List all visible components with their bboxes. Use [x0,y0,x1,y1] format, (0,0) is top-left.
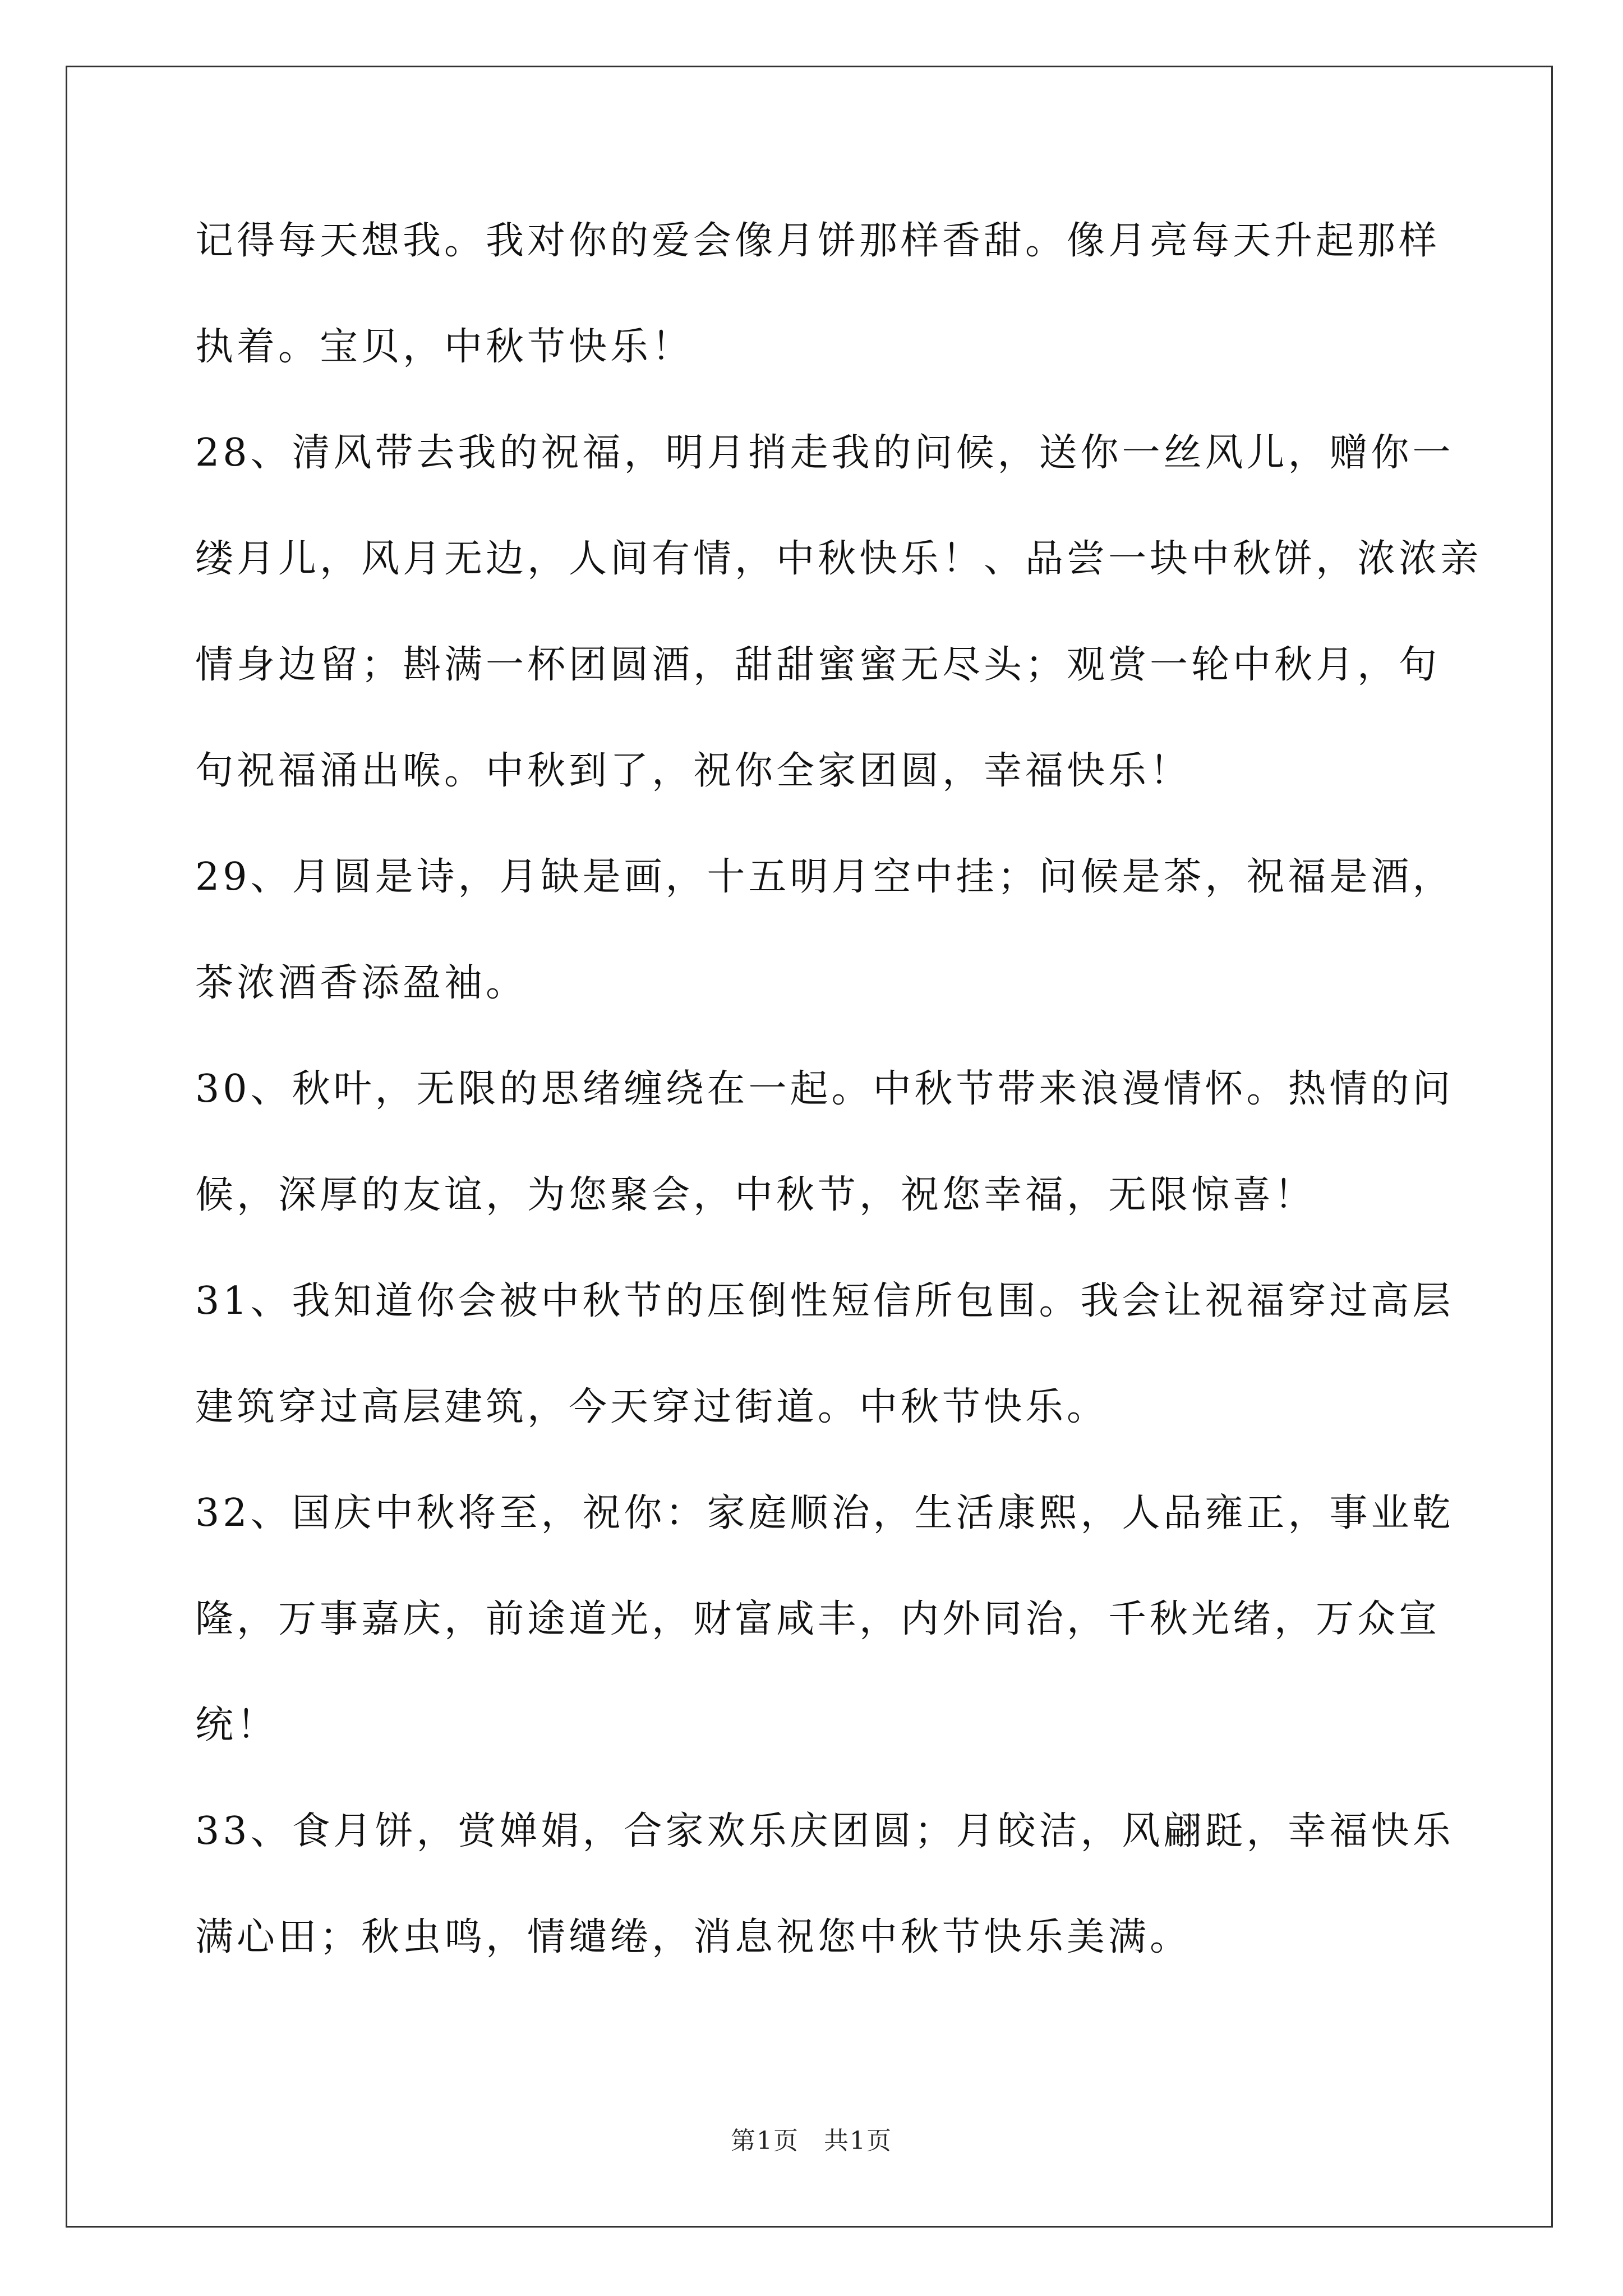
text-line: 执着。宝贝，中秋节快乐！ [195,325,694,369]
text-line: 隆，万事嘉庆，前途道光，财富咸丰，内外同治，千秋光绪，万众宣 [195,1597,1441,1641]
text-line: 31、我知道你会被中秋节的压倒性短信所包围。我会让祝福穿过高层 [195,1279,1454,1323]
text-line: 建筑穿过高层建筑，今天穿过街道。中秋节快乐。 [195,1385,1109,1429]
text-line: 33、食月饼，赏婵娟，合家欢乐庆团圆；月皎洁，风翩跹，幸福快乐 [195,1809,1454,1853]
text-line: 30、秋叶，无限的思绪缠绕在一起。中秋节带来浪漫情怀。热情的问 [195,1067,1454,1111]
page-footer [0,2120,1623,2156]
text-line: 句祝福涌出喉。中秋到了，祝你全家团圆，幸福快乐！ [195,749,1192,793]
text-line: 候，深厚的友谊，为您聚会，中秋节，祝您幸福，无限惊喜！ [195,1173,1316,1217]
page-total: 共1页 [824,2127,892,2155]
page-number: 第1页 [731,2127,799,2155]
text-line: 缕月儿，风月无边，人间有情，中秋快乐！、品尝一块中秋饼，浓浓亲 [195,537,1482,581]
text-line: 茶浓酒香添盈袖。 [195,961,528,1005]
text-line: 28、清风带去我的祝福，明月捎走我的问候，送你一丝风儿，赠你一 [195,431,1454,475]
text-line: 情身边留；斟满一杯团圆酒，甜甜蜜蜜无尽头；观赏一轮中秋月，句 [195,643,1441,687]
document-body [195,219,1482,2021]
text-line: 29、月圆是诗，月缺是画，十五明月空中挂；问候是茶，祝福是酒， [195,855,1454,899]
text-line: 32、国庆中秋将至，祝你：家庭顺治，生活康熙，人品雍正，事业乾 [195,1491,1454,1535]
text-line: 统！ [195,1703,279,1747]
text-line: 记得每天想我。我对你的爱会像月饼那样香甜。像月亮每天升起那样 [195,219,1441,263]
text-line: 满心田；秋虫鸣，情缱绻，消息祝您中秋节快乐美满。 [195,1915,1192,1959]
